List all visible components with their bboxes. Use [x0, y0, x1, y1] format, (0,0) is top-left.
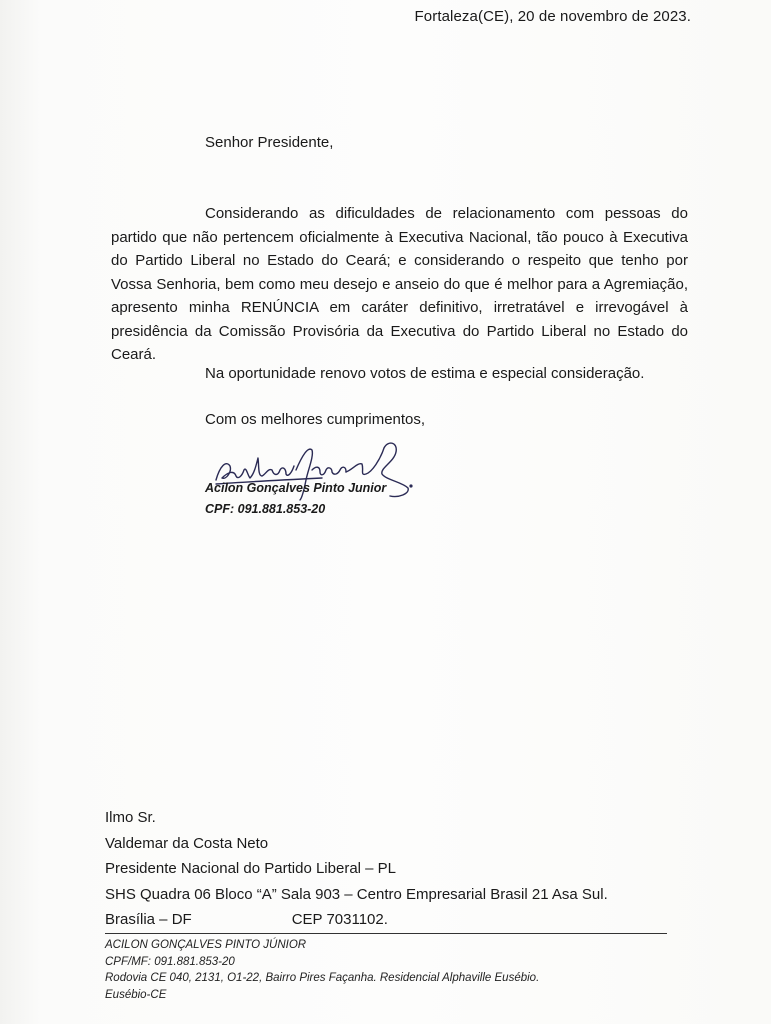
signer-cpf: CPF: 091.881.853-20: [205, 502, 326, 516]
addressee-block: [105, 805, 608, 933]
body-paragraph: Considerando as dificuldades de relacionamento com pessoas do partido que não pertencem oficialmente à Executiva Nacional, tão pouco à Executiva do Partido Liberal no Estado do Ceará; e considerando o respeito que tenho por Vossa Senhoria, bem como meu desejo e anseio do que é melhor para a Agremiação, apresento minha RENÚNCIA em caráter definitivo, irretratável e irrevogável à presidência da Comissão Provisória da Executiva do Partido Liberal no Estado do Ceará.: [111, 205, 688, 363]
regards: Com os melhores cumprimentos,: [205, 411, 426, 428]
closing-paragraph: Na oportunidade renovo votos de estima e especial consideração.: [205, 365, 645, 382]
footer-address: Rodovia CE 040, 2131, O1-22, Bairro Pires Façanha. Residencial Alphaville Eusébio.: [105, 972, 540, 984]
addressee-title: Ilmo Sr.: [105, 809, 156, 826]
footer-block: [105, 937, 539, 1003]
signer-name: Acilon Gonçalves Pinto Junior: [205, 481, 387, 495]
footer-city: Eusébio-CE: [105, 988, 167, 1001]
footer-cpf: CPF/MF: 091.881.853-20: [105, 955, 235, 968]
letter-date: Fortaleza(CE), 20 de novembro de 2023.: [414, 8, 691, 25]
salutation: Senhor Presidente,: [205, 134, 334, 151]
addressee-address: SHS Quadra 06 Bloco “A” Sala 903 – Centro Empresarial Brasil 21 Asa Sul.: [105, 885, 608, 903]
footer-name: ACILON GONÇALVES PINTO JÚNIOR: [105, 939, 307, 951]
addressee-role: Presidente Nacional do Partido Liberal – PL: [105, 860, 397, 877]
addressee-city: Brasília – DF: [105, 911, 192, 928]
addressee-name: Valdemar da Costa Neto: [105, 834, 269, 852]
addressee-city-line: [105, 907, 608, 933]
footer-divider: [105, 933, 667, 934]
addressee-cep: CEP 7031102.: [291, 911, 388, 928]
